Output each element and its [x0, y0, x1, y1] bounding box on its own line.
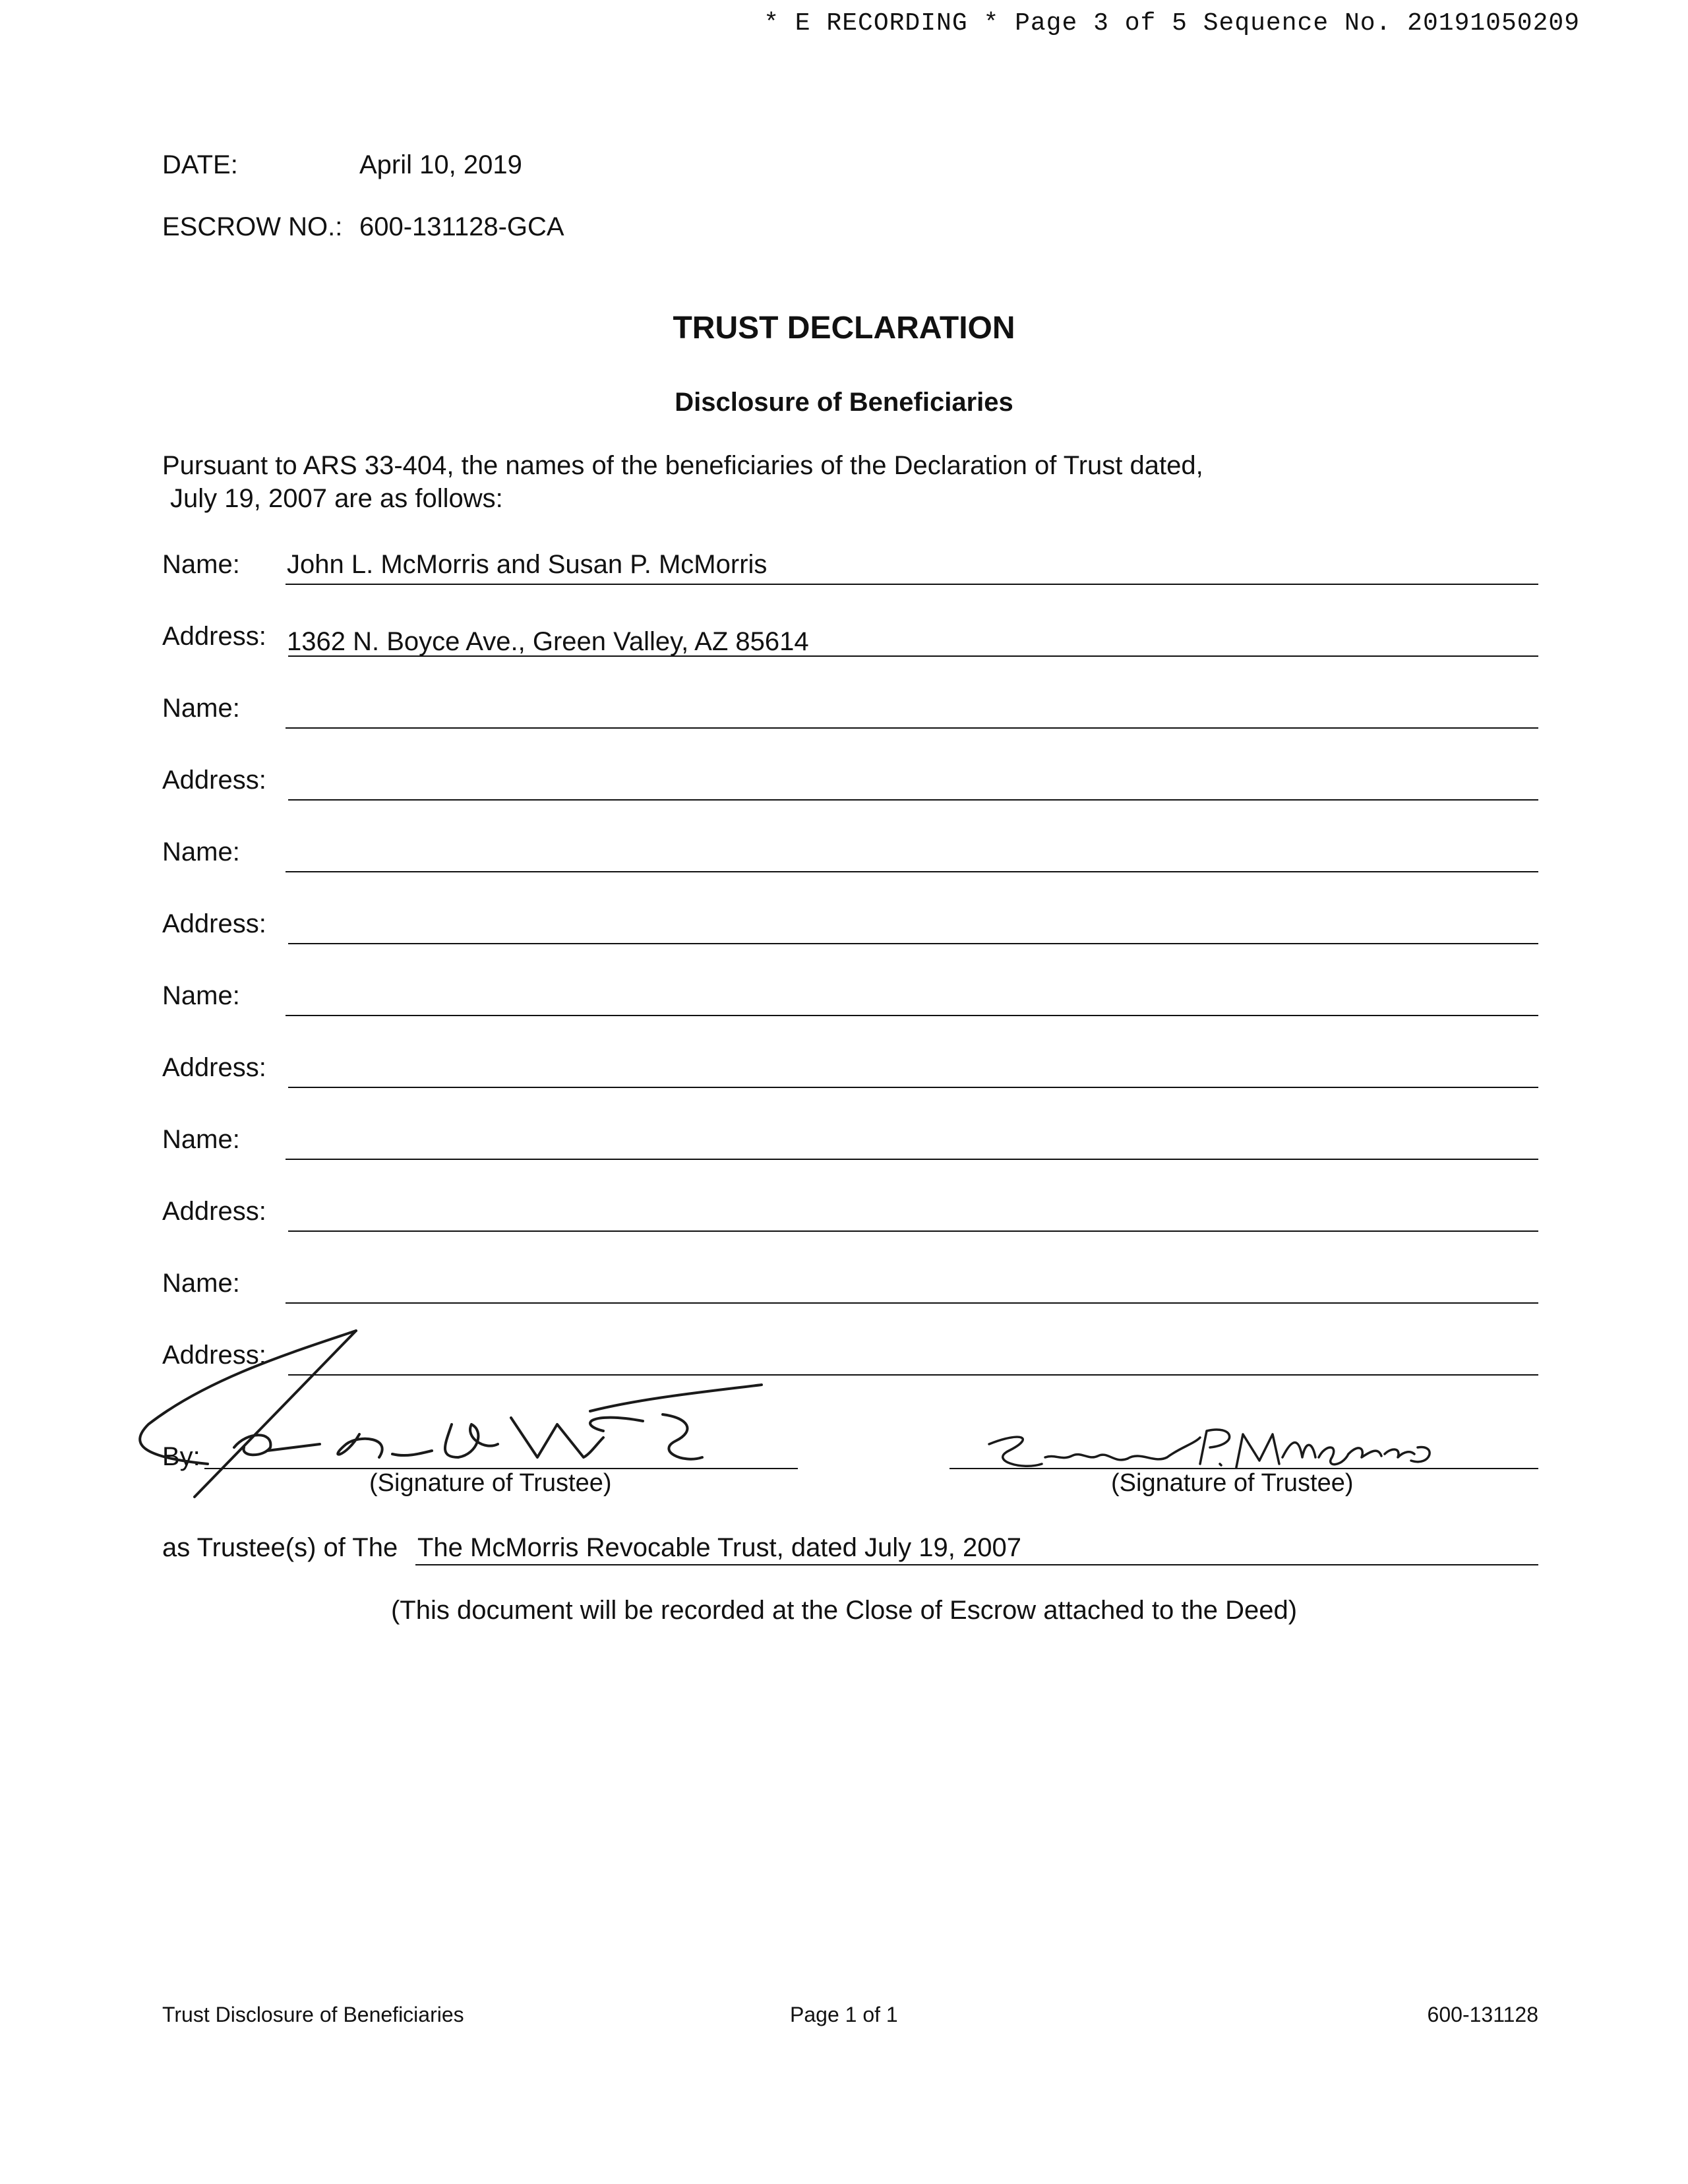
address-label: Address: [162, 622, 266, 651]
trustee-signature-right [982, 1418, 1444, 1490]
signature-caption-right: (Signature of Trustee) [1111, 1469, 1354, 1497]
name-field-line [286, 727, 1538, 729]
address-field-line [288, 1087, 1538, 1088]
page-subtitle: Disclosure of Beneficiaries [675, 388, 1013, 417]
date-label: DATE: [162, 150, 238, 179]
address-label: Address: [162, 909, 266, 938]
address-label: Address: [162, 1341, 266, 1370]
date-value: April 10, 2019 [359, 150, 522, 179]
escrow-label: ESCROW NO.: [162, 212, 343, 241]
address-field-line [288, 1230, 1538, 1232]
footer-left: Trust Disclosure of Beneficiaries [162, 2003, 464, 2026]
intro-line-2: July 19, 2007 are as follows: [170, 484, 503, 513]
address-field-line [288, 799, 1538, 801]
by-label: By: [162, 1442, 200, 1471]
address-label: Address: [162, 1053, 266, 1082]
name-field-line [286, 1015, 1538, 1016]
name-label: Name: [162, 1125, 240, 1154]
recording-header: * E RECORDING * Page 3 of 5 Sequence No. 20191050209 [764, 9, 1580, 38]
footer-page-number: Page 1 of 1 [790, 2003, 898, 2026]
name-field-line [286, 1159, 1538, 1160]
trust-name-line [415, 1564, 1538, 1565]
name-label: Name: [162, 550, 240, 579]
address-label: Address: [162, 1197, 266, 1226]
page-title: TRUST DECLARATION [673, 311, 1015, 346]
footer-right: 600-131128 [1427, 2003, 1538, 2026]
name-field-line [286, 1302, 1538, 1304]
trust-name: The McMorris Revocable Trust, dated July 19, 2007 [417, 1533, 1021, 1562]
trustee-prefix: as Trustee(s) of The [162, 1533, 398, 1562]
address-field-value: 1362 N. Boyce Ave., Green Valley, AZ 85614 [287, 627, 809, 656]
name-label: Name: [162, 694, 240, 723]
name-label: Name: [162, 1269, 240, 1298]
name-label: Name: [162, 837, 240, 866]
name-label: Name: [162, 981, 240, 1010]
name-field-line [286, 584, 1538, 585]
escrow-value: 600-131128-GCA [359, 212, 564, 241]
trustee-signature-left [129, 1325, 788, 1497]
name-field-value: John L. McMorris and Susan P. McMorris [287, 550, 768, 579]
intro-line-1: Pursuant to ARS 33-404, the names of the beneficiaries of the Declaration of Trust dated, [162, 451, 1203, 480]
name-field-line [286, 871, 1538, 872]
signature-caption-left: (Signature of Trustee) [369, 1469, 612, 1497]
address-label: Address: [162, 766, 266, 795]
recording-note: (This document will be recorded at the Close of Escrow attached to the Deed) [390, 1596, 1298, 1625]
address-field-line [288, 943, 1538, 944]
